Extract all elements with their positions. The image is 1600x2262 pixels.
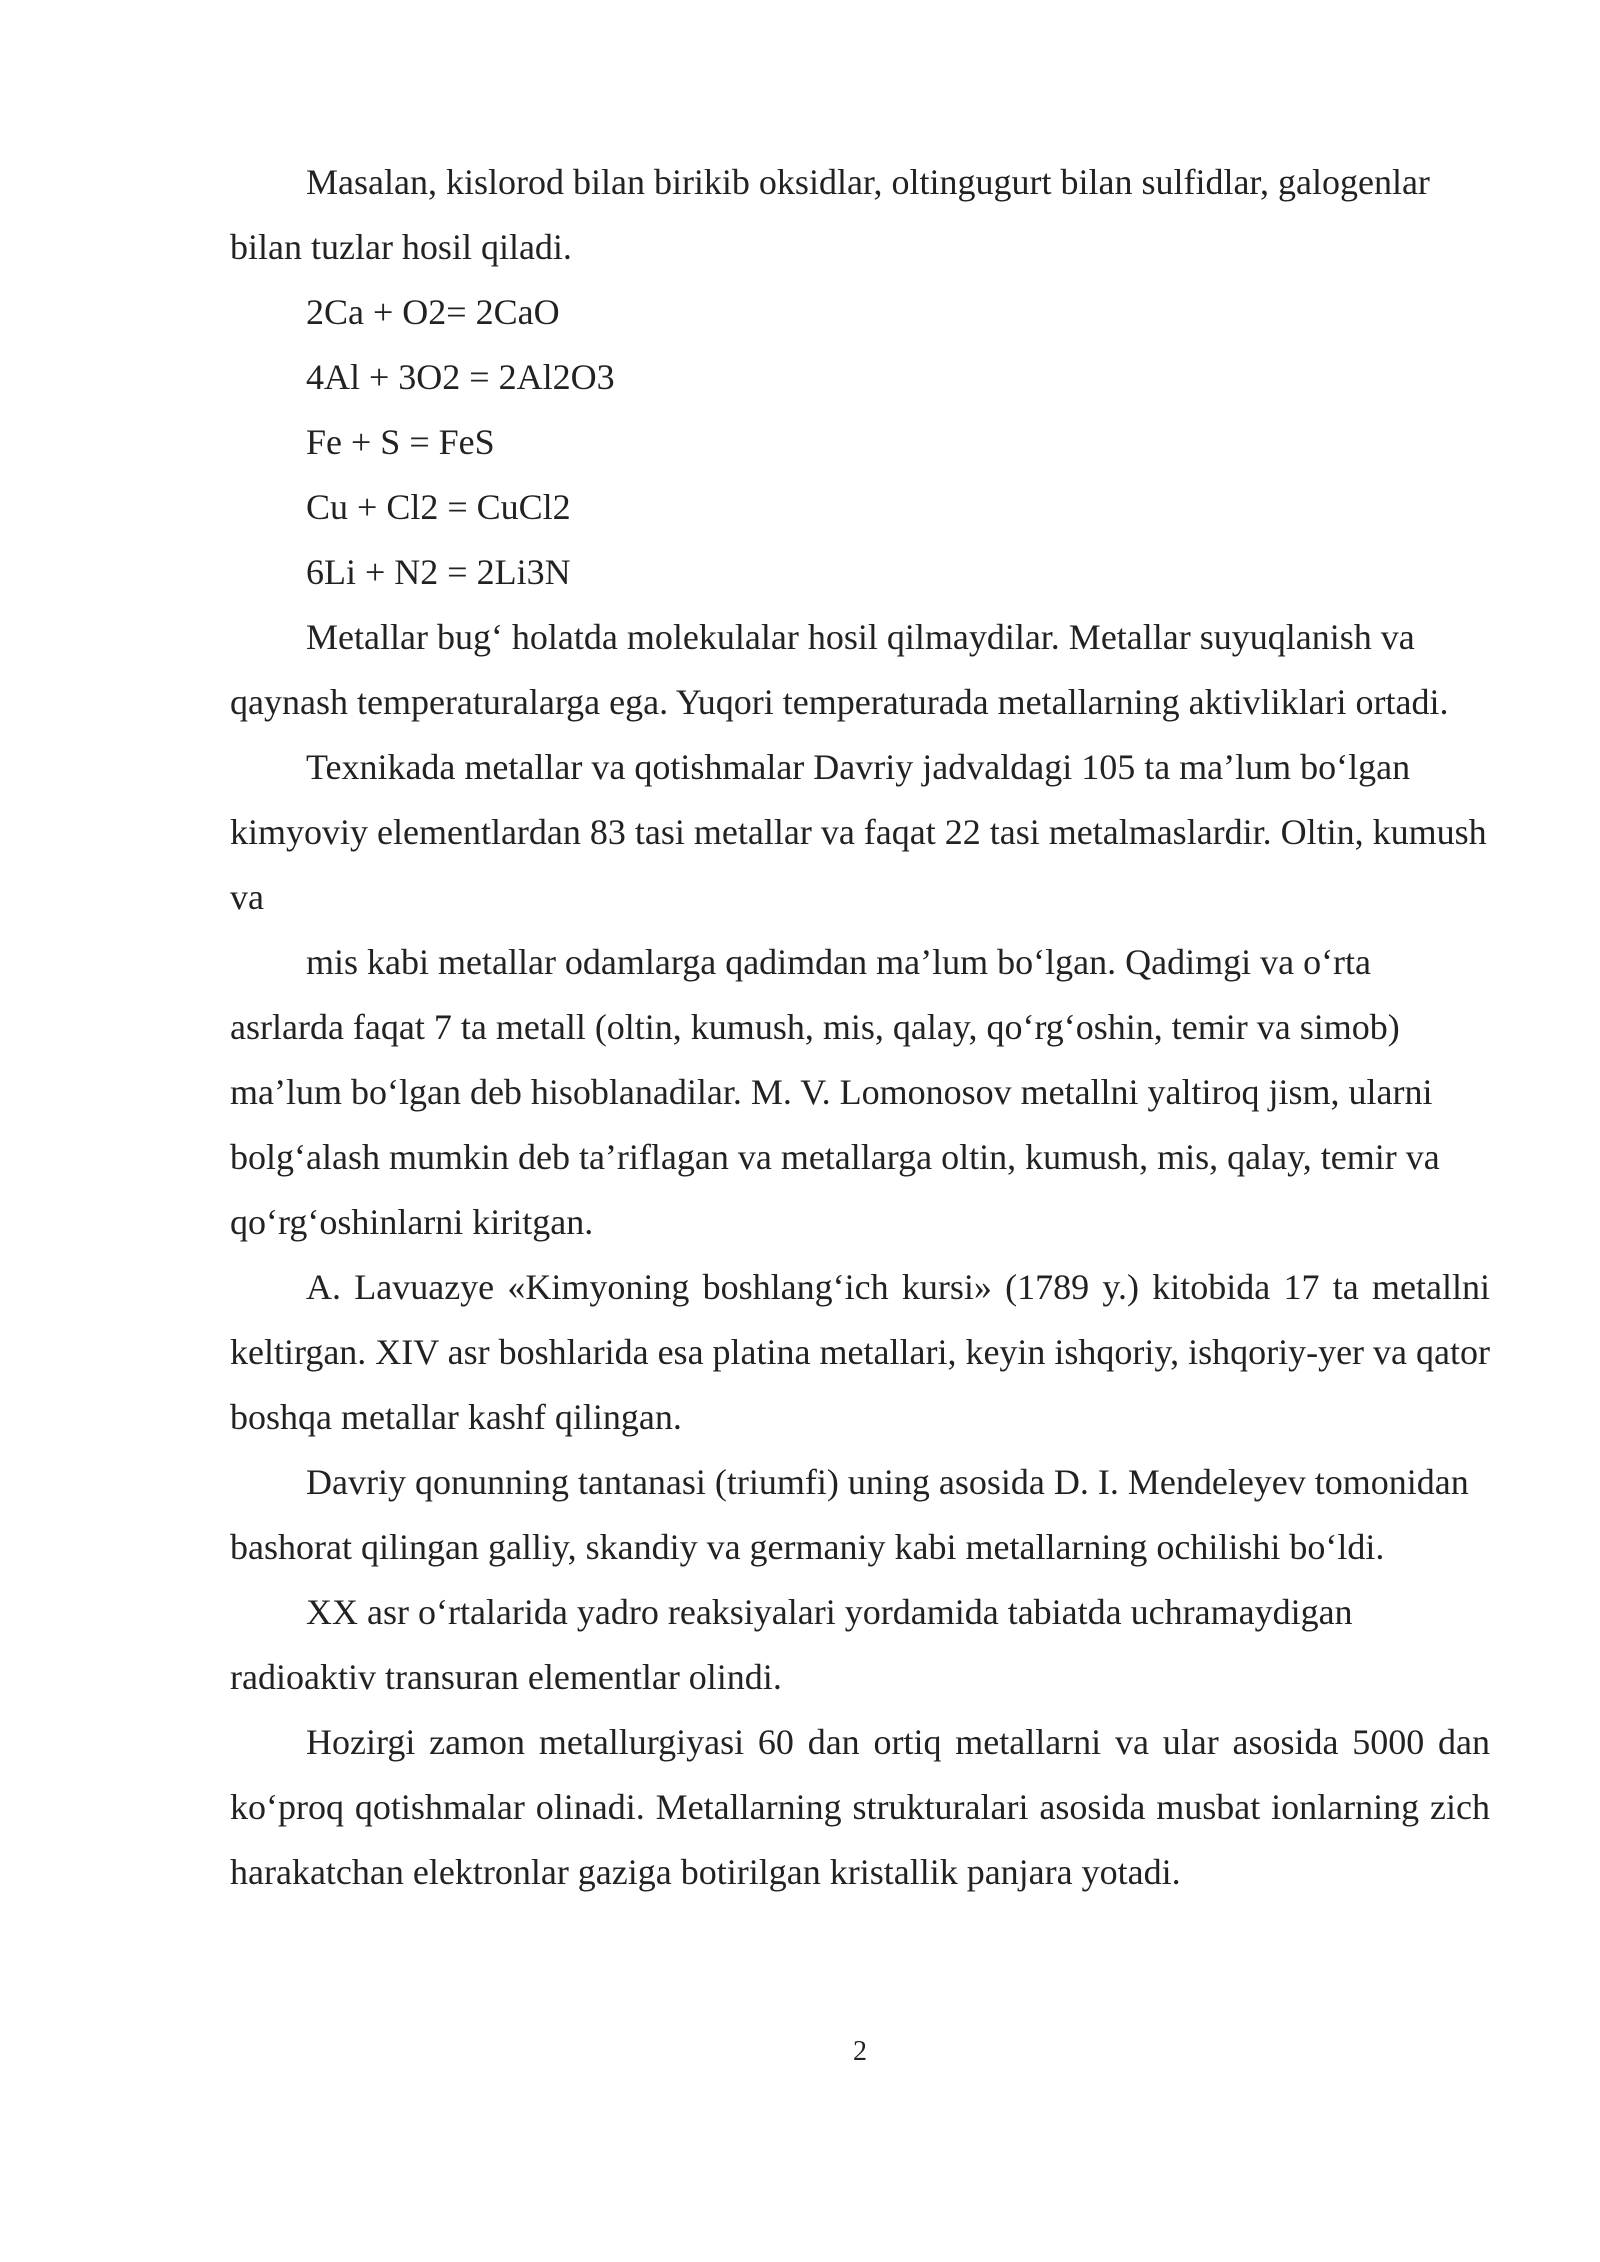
equation-list <box>230 280 1490 605</box>
equation-aluminium: 4Al + 3O2 = 2Al2O3 <box>306 357 615 397</box>
equation-lithium: 6Li + N2 = 2Li3N <box>306 552 571 592</box>
paragraph-ancient-metals: mis kabi metallar odamlarga qadimdan ma’lum bo‘lgan. Qadimgi va o‘rta asrlarda faqat 7 ta metall (oltin, kumush, mis, qalay, qo‘rg‘oshin, temir va simob) ma’lum bo‘lgan deb hisoblanadilar. M. V. Lomonosov metallni yaltiroq jism, ularni bolg‘alash mumkin deb ta’riflagan va metallarga oltin, kumush, mis, qalay, temir va qo‘rg‘oshinlarni kiritgan. <box>230 942 1440 1242</box>
page-number: 2 <box>853 2036 867 2067</box>
document-page <box>230 150 1490 1905</box>
paragraph-periodic-table: Texnikada metallar va qotishmalar Davriy jadvaldagi 105 ta ma’lum bo‘lgan kimyoviy elementlardan 83 tasi metallar va faqat 22 tasi metalmaslardir. Oltin, kumush va <box>230 747 1487 917</box>
equation-iron: Fe + S = FeS <box>306 422 495 462</box>
equation-copper: Cu + Cl2 = CuCl2 <box>306 487 571 527</box>
paragraph-mendeleev: Davriy qonunning tantanasi (triumfi) uning asosida D. I. Mendeleyev tomonidan bashorat qilingan galliy, skandiy va germaniy kabi metallarning ochilishi bo‘ldi. <box>230 1462 1469 1567</box>
paragraph-lavoisier: A. Lavuazye «Kimyoning boshlang‘ich kursi» (1789 y.) kitobida 17 ta metallni keltirgan. XIV asr boshlarida esa platina metallari, keyin ishqoriy, ishqoriy-yer va qator boshqa metallar kashf qilingan. <box>230 1267 1490 1437</box>
paragraph-intro: Masalan, kislorod bilan birikib oksidlar, oltingugurt bilan sulfidlar, galogenlar bilan tuzlar hosil qiladi. <box>230 162 1430 267</box>
paragraph-metal-properties: Metallar bug‘ holatda molekulalar hosil qilmaydilar. Metallar suyuqlanish va qaynash temperaturalarga ega. Yuqori temperaturada metallarning aktivliklari ortadi. <box>230 617 1449 722</box>
paragraph-transuranium: XX asr o‘rtalarida yadro reaksiyalari yordamida tabiatda uchramaydigan radioaktiv transuran elementlar olindi. <box>230 1592 1353 1697</box>
equation-calcium: 2Ca + O2= 2CaO <box>306 292 560 332</box>
paragraph-metallurgy: Hozirgi zamon metallurgiyasi 60 dan ortiq metallarni va ular asosida 5000 dan ko‘proq qotishmalar olinadi. Metallarning strukturalari asosida musbat ionlarning zich harakatchan elektronlar gaziga botirilgan kristallik panjara yotadi. <box>230 1722 1490 1892</box>
